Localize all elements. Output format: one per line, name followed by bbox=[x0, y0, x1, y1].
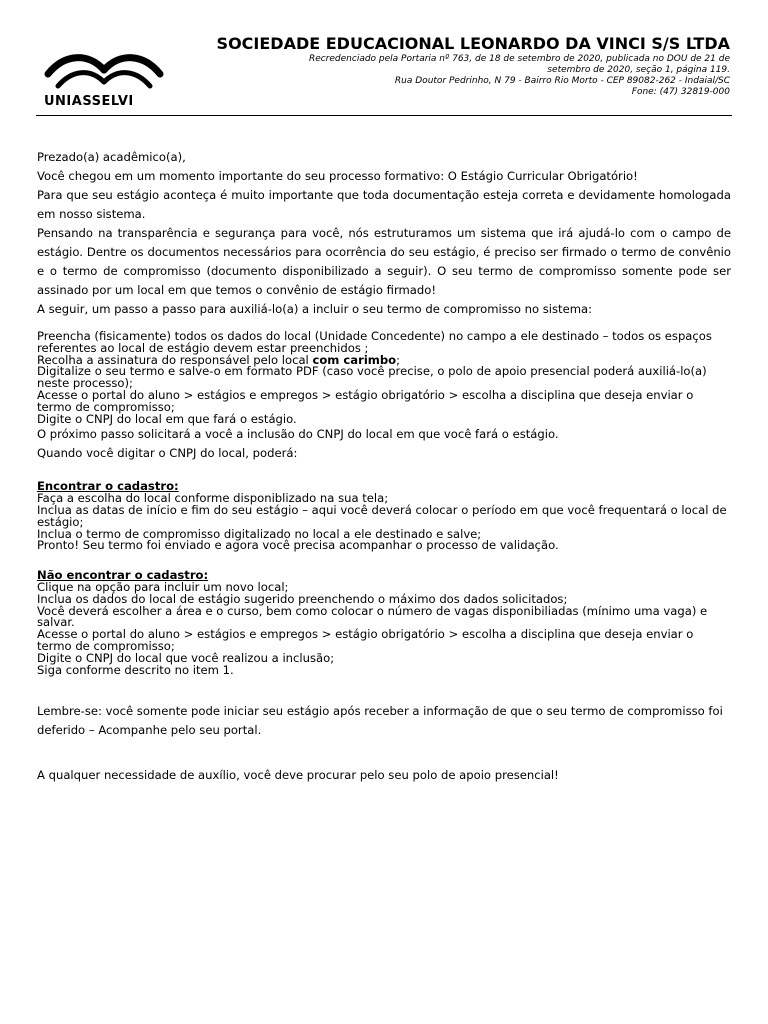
list-item: Pronto! Seu termo foi enviado e agora você precisa acompanhar o processo de validação. bbox=[37, 538, 559, 553]
intro-paragraph: Você chegou em um momento importante do seu processo formativo: O Estágio Curricular Obrigatório! bbox=[37, 169, 638, 183]
intro-paragraph: A seguir, um passo a passo para auxiliá-lo(a) a incluir o seu termo de compromisso no sistema: bbox=[37, 302, 593, 316]
step-item: Digitalize o seu termo e salve-o em formato PDF (caso você precise, o polo de apoio presencial poderá auxiliá-lo(a) neste processo); bbox=[37, 364, 707, 391]
step-item: Acesse o portal do aluno > estágios e empregos > estágio obrigatório > escolha a disciplina que deseja enviar o termo de compromisso; bbox=[37, 387, 694, 414]
spacer bbox=[37, 676, 731, 702]
list-item: Clique na opção para incluir um novo local; bbox=[37, 579, 289, 594]
list-item: Inclua as datas de início e fim do seu estágio – aqui você deverá colocar o período em que você frequentará o local de estágio; bbox=[37, 502, 727, 529]
list-item: Faça a escolha do local conforme disponiblizado na sua tela; bbox=[37, 491, 389, 506]
list-item: Digite o CNPJ do local que você realizou a inclusão; bbox=[37, 650, 335, 665]
step-text: Recolha a assinatura do responsável pelo local bbox=[37, 352, 313, 367]
info-line: Fone: (47) 32819-000 bbox=[631, 87, 730, 97]
section-title-not-found: Não encontrar o cadastro: bbox=[37, 568, 209, 583]
info-line: Rua Doutor Pedrinho, N 79 - Bairro Rio Morto - CEP 89082-262 - Indaial/SC bbox=[394, 76, 730, 86]
list-item: Acesse o portal do aluno > estágios e empregos > estágio obrigatório > escolha a disciplina que deseja enviar o termo de compromisso; bbox=[37, 627, 694, 653]
letter-body bbox=[37, 148, 731, 785]
list-item: Você deverá escolher a área e o curso, bem como colocar o número de vagas disponibiliadas (mínimo uma vaga) e salvar. bbox=[37, 603, 708, 630]
info-line: Recredenciado pela Portaria nº 763, de 18 de setembro de 2020, publicada no DOU de 21 de bbox=[308, 54, 730, 64]
section-title-found: Encontrar o cadastro: bbox=[37, 479, 179, 494]
info-line: setembro de 2020, seção 1, página 119. bbox=[547, 65, 730, 75]
organization-info bbox=[210, 54, 730, 98]
spacer bbox=[37, 740, 731, 766]
logo-text: UNIASSELVI bbox=[44, 94, 134, 109]
list-item: Inclua os dados do local de estágio sugerido preenchendo o máximo dos dados solicitados; bbox=[37, 591, 568, 606]
intro-paragraph: Pensando na transparência e segurança para você, nós estruturamos um sistema que irá ajudá-lo com o campo de estágio. Dentre os documentos necessários para ocorrência do seu estágio, é preciso ser firmado o termo de convênio e o termo de compromisso (documento disponibilizado a seguir). O seu termo de compromisso somente pode ser assinado por um local em que temos o convênio de estágio firmado! bbox=[37, 226, 731, 297]
uniasselvi-logo bbox=[44, 48, 164, 112]
intro-paragraph: Para que seu estágio aconteça é muito importante que toda documentação esteja correta e devidamente homologada em nosso sistema. bbox=[37, 188, 731, 221]
step-note: Quando você digitar o CNPJ do local, poderá: bbox=[37, 446, 298, 461]
reminder-paragraph: Lembre-se: você somente pode iniciar seu estágio após receber a informação de que o seu termo de compromisso foi deferido – Acompanhe pelo seu portal. bbox=[37, 704, 723, 738]
step-note: O próximo passo solicitará a você a inclusão do CNPJ do local em que você fará o estágio. bbox=[37, 427, 559, 442]
help-paragraph: A qualquer necessidade de auxílio, você deve procurar pelo seu polo de apoio presencial! bbox=[37, 768, 559, 783]
step-text: ; bbox=[396, 352, 401, 367]
step-item: Preencha (fisicamente) todos os dados do local (Unidade Concedente) no campo a ele destinado – todos os espaços referentes ao local de estágio devem estar preenchidos ; bbox=[37, 329, 712, 355]
list-item: Inclua o termo de compromisso digitalizado no local a ele destinado e salve; bbox=[37, 526, 482, 541]
step-item: Digite o CNPJ do local em que fará o estágio. bbox=[37, 411, 297, 426]
list-item: Siga conforme descrito no item 1. bbox=[37, 662, 234, 677]
step-emphasis: com carimbo bbox=[312, 352, 397, 367]
header-divider bbox=[36, 115, 732, 116]
book-wings-icon bbox=[44, 48, 164, 92]
greeting: Prezado(a) acadêmico(a), bbox=[37, 150, 186, 164]
organization-name: SOCIEDADE EDUCACIONAL LEONARDO DA VINCI S/S LTDA bbox=[216, 34, 730, 53]
